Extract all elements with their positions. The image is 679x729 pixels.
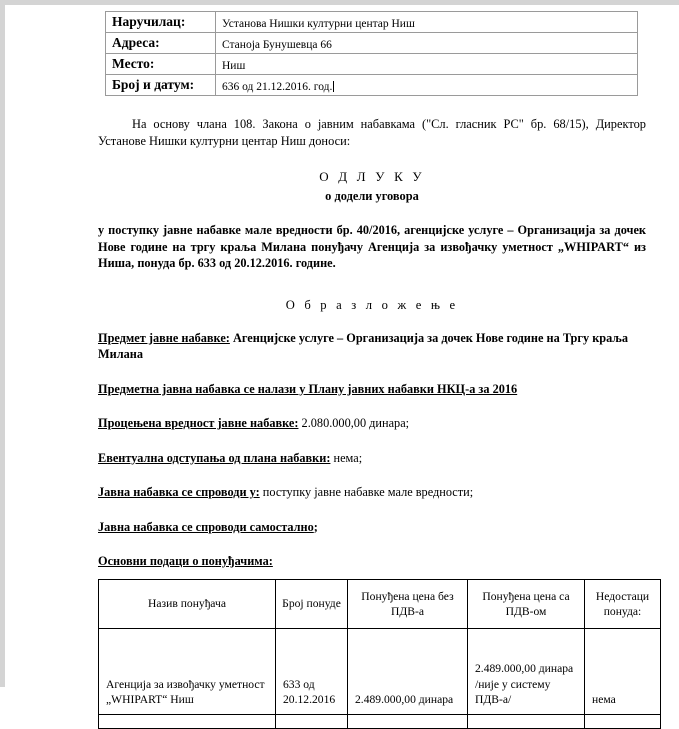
header-value-place[interactable]: Ниш [216, 54, 638, 75]
header-label-address: Адреса: [106, 33, 216, 54]
item-procurement-plan [98, 381, 654, 398]
item-label: Јавна набавка се спроводи у: [98, 485, 260, 499]
cell-price-with-vat-empty[interactable] [468, 714, 585, 728]
table-row [106, 54, 638, 75]
decision-title: О Д Л У К У [319, 169, 425, 184]
decision-paragraph: у поступку јавне набавке мале вредности бр. 40/2016, агенцијске услуге – Организација за дочек Нове године на тргу краља Милана понуђачу Агенција за извођачку уметност „WHIPART“ из Ниша, понуда бр. 633 од 20.12.2016. године. [98, 223, 646, 270]
item-label: Јавна набавка се спроводи самостално [98, 519, 314, 534]
header-value-client[interactable]: Установа Нишки културни центар Ниш [216, 12, 638, 33]
item-value: поступку јавне набавке мале вредности; [259, 485, 474, 499]
text-cursor-caret [333, 81, 334, 92]
cell-deficiencies[interactable]: нема [585, 628, 661, 714]
table-row [106, 33, 638, 54]
decision-subtitle: о додели уговора [325, 189, 419, 203]
document-page [5, 5, 679, 706]
item-estimated-value [98, 415, 654, 432]
intro-paragraph: На основу члана 108. Закона о јавним набавкама ("Сл. гласник РС" бр. 68/15), Директор Установе Нишки културни центар Ниш доноси: [98, 117, 646, 148]
item-conducted-independently [98, 519, 654, 536]
item-label: Евентуална одступања од плана набавки: [98, 450, 331, 465]
item-bidders-basic-data [98, 553, 654, 570]
document-body [98, 11, 661, 729]
table-header-row [99, 579, 661, 628]
item-value: ; [313, 519, 318, 534]
column-header-offer-number: Број понуде [276, 579, 348, 628]
item-subject-of-procurement [98, 330, 654, 363]
column-header-bidder-name: Назив понуђача [99, 579, 276, 628]
table-row [106, 75, 638, 96]
item-label: Предмет јавне набавке: [98, 330, 230, 345]
cell-offer-number-empty[interactable] [276, 714, 348, 728]
column-header-price-without-vat: Понуђена цена без ПДВ-а [348, 579, 468, 628]
item-procedure-type [98, 484, 654, 501]
header-value-address[interactable]: Станоја Бунушевца 66 [216, 33, 638, 54]
item-value: нема; [330, 450, 363, 465]
table-row-partial [99, 714, 661, 728]
header-value-number-date[interactable] [216, 75, 638, 96]
item-label: Предметна јавна набавка се налази у Плану јавних набавки НКЦ-а за 2016 [98, 381, 518, 396]
item-value: 2.080.000,00 динара; [298, 416, 410, 430]
cell-price-with-vat[interactable]: 2.489.000,00 динара /није у систему ПДВ-а/ [468, 628, 585, 714]
item-value: Агенцијске услуге – Организација за дочек Нове године на Тргу краља Милана [98, 330, 629, 361]
cell-bidder-name-empty[interactable] [99, 714, 276, 728]
table-row [106, 12, 638, 33]
header-value-number-date-text: 636 од 21.12.2016. год. [222, 81, 333, 93]
header-label-place: Место: [106, 54, 216, 75]
cell-deficiencies-empty[interactable] [585, 714, 661, 728]
table-row [99, 628, 661, 714]
cell-price-without-vat-empty[interactable] [348, 714, 468, 728]
column-header-deficiencies: Недостаци понуда: [585, 579, 661, 628]
bidders-table [98, 579, 661, 729]
header-label-client: Наручилац: [106, 12, 216, 33]
cell-bidder-name[interactable]: Агенција за извођачку уметност „WHIPART“ Ниш [99, 628, 276, 714]
column-header-price-with-vat: Понуђена цена са ПДВ-ом [468, 579, 585, 628]
item-label: Процењена вредност јавне набавке: [98, 416, 299, 430]
item-label: Основни подаци о понуђачима: [98, 554, 273, 568]
item-plan-deviations [98, 450, 654, 467]
explanation-heading: О б р а з л о ж е њ е [285, 297, 459, 312]
contracting-authority-table [105, 11, 638, 96]
cell-price-without-vat[interactable]: 2.489.000,00 динара [348, 628, 468, 714]
header-label-number-date: Број и датум: [106, 75, 216, 96]
cell-offer-number[interactable]: 633 од 20.12.2016 [276, 628, 348, 714]
